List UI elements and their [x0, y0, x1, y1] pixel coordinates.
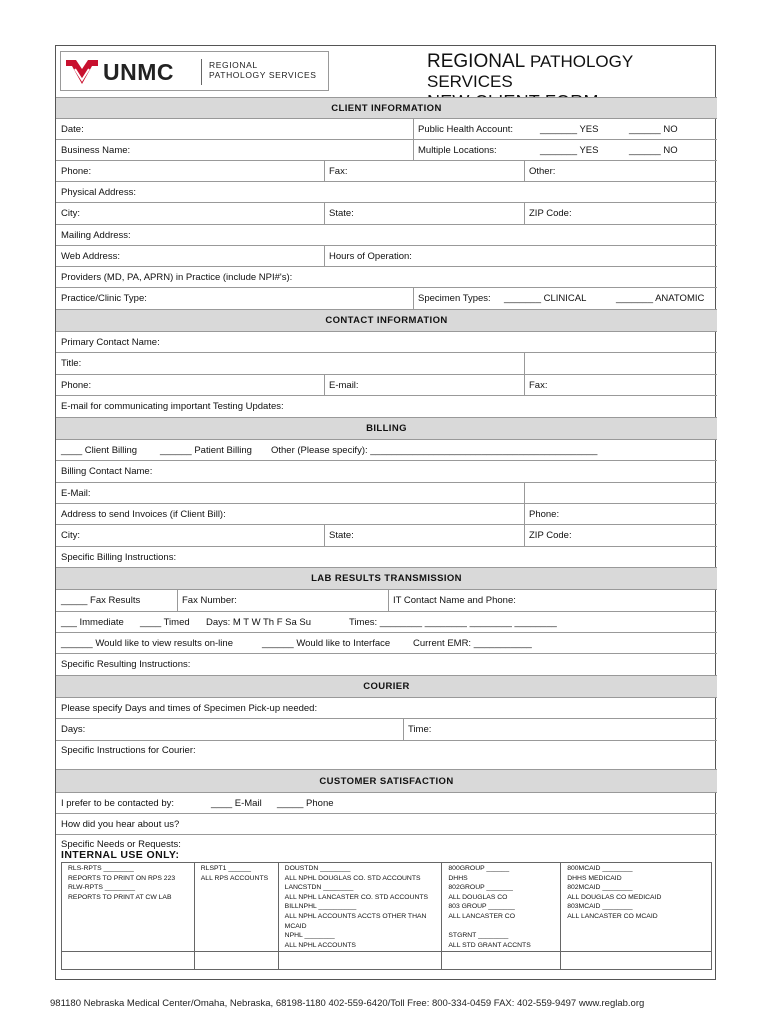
internal-code-line: BILLNPHL __________ — [284, 903, 357, 911]
client-billing-option[interactable]: ____ Client Billing — [61, 444, 138, 456]
internal-code-line: DHHS MEDICAID — [567, 874, 622, 882]
form-header — [56, 46, 717, 97]
view-online-option[interactable]: ______ Would like to view results on-line — [61, 637, 233, 649]
client-row-date — [56, 118, 717, 139]
specific-needs-field[interactable]: Specific Needs or Requests: — [61, 838, 181, 850]
resulting-instructions-field[interactable]: Specific Resulting Instructions: — [61, 659, 191, 670]
internal-table-cell[interactable] — [561, 863, 712, 952]
prefer-contact-label: I prefer to be contacted by: — [61, 797, 175, 809]
public-health-no-field[interactable]: ______ NO — [629, 123, 678, 135]
internal-code-line: LANCSTDN ________ — [284, 884, 354, 892]
contact-phone-field[interactable]: Phone: — [61, 379, 92, 391]
contact-row-phone — [56, 374, 717, 395]
internal-code-line: ALL NPHL ACCOUNTS ACCTS OTHER THAN — [284, 912, 427, 920]
contact-row-title — [56, 352, 717, 374]
web-address-field[interactable]: Web Address: — [61, 250, 120, 262]
lab-fax-number-field[interactable]: Fax Number: — [182, 595, 237, 606]
public-health-account-label: Public Health Account: — [418, 123, 514, 135]
internal-code-line: ALL STD GRANT ACCNTS — [448, 941, 531, 949]
client-row-providers — [56, 266, 717, 287]
physical-address-field[interactable]: Physical Address: — [61, 186, 136, 198]
lab-row-timing — [56, 611, 717, 632]
logo-unmc-text: UNMC — [103, 59, 174, 85]
billing-row-invoice — [56, 503, 717, 524]
internal-code-line: STGRNT ________ — [448, 932, 509, 940]
internal-code-line: RLS-RPTS ________ — [68, 865, 134, 872]
section-lab-results: LAB RESULTS TRANSMISSION — [56, 567, 717, 589]
contact-fax-field[interactable]: Fax: — [529, 379, 548, 391]
courier-time-field[interactable]: Time: — [408, 724, 432, 735]
satisfaction-row-needs — [56, 834, 717, 981]
internal-code-line: ALL LANCASTER CO — [448, 912, 515, 920]
internal-code-line: 800GROUP ______ — [448, 865, 510, 872]
internal-code-line: ALL DOUGLAS CO MEDICAID — [567, 893, 662, 901]
hear-about-us-field[interactable]: How did you hear about us? — [61, 818, 180, 830]
lab-row-resulting — [56, 653, 717, 675]
pickup-label: Please specify Days and times of Specimen Pick-up needed: — [61, 702, 318, 714]
courier-days-field[interactable]: Days: — [61, 724, 86, 735]
form-title: REGIONAL PATHOLOGY SERVICES — [427, 51, 633, 91]
internal-code-line: DHHS — [448, 874, 468, 882]
times-field[interactable]: Times: ________ ________ ________ ________ — [349, 616, 557, 628]
internal-code-line: ALL NPHL ACCOUNTS — [284, 941, 356, 949]
prefer-phone-option[interactable]: _____ Phone — [277, 797, 334, 809]
internal-code-line: DOUSTDN ________ — [284, 865, 351, 872]
internal-code-line: ALL DOUGLAS CO — [448, 893, 508, 901]
client-row-mailing-address — [56, 224, 717, 245]
billing-city-field[interactable]: City: — [61, 530, 80, 541]
contact-row-email-updates — [56, 395, 717, 417]
contact-row-primary — [56, 331, 717, 352]
internal-code-line: RLW-RPTS ________ — [68, 884, 135, 892]
billing-zip-field[interactable]: ZIP Code: — [529, 530, 572, 541]
internal-code-line: RLSPT1 ______ — [200, 865, 252, 872]
internal-code-line: MCAID — [284, 922, 307, 930]
billing-contact-field[interactable]: Billing Contact Name: — [61, 466, 153, 477]
internal-code-line: ALL LANCASTER CO MCAID — [567, 912, 658, 920]
unmc-logo-mark-icon — [65, 58, 99, 86]
providers-field[interactable]: Providers (MD, PA, APRN) in Practice (include NPI#'s): — [61, 271, 293, 283]
courier-instructions-field[interactable]: Specific Instructions for Courier: — [61, 745, 196, 756]
lab-row-fax — [56, 589, 717, 611]
internal-table-cell[interactable] — [194, 952, 278, 970]
multiple-locations-label: Multiple Locations: — [418, 144, 497, 156]
internal-table-cell[interactable] — [442, 863, 561, 952]
immediate-option[interactable]: ___ Immediate — [61, 616, 124, 628]
footer-contact-info: 981180 Nebraska Medical Center/Omaha, Nebraska, 68198-1180 402-559-6420/Toll Free: 800-334-0459 FAX: 402-559-9497 www.reglab.org — [50, 998, 645, 1009]
internal-code-line: ALL RPS ACCOUNTS — [200, 874, 269, 882]
billing-state-field[interactable]: State: — [329, 530, 354, 541]
internal-code-line: ALL NPHL DOUGLAS CO. STD ACCOUNTS — [284, 874, 421, 882]
satisfaction-row-prefer — [56, 792, 717, 813]
billing-other-field[interactable]: Other (Please specify): ___________________________________________ — [271, 444, 598, 456]
internal-use-table — [61, 862, 712, 970]
internal-code-line: 802GROUP _______ — [448, 884, 513, 892]
internal-table-cell[interactable] — [561, 952, 712, 970]
specimen-clinical-field[interactable]: _______ CLINICAL — [504, 293, 587, 304]
primary-contact-field[interactable]: Primary Contact Name: — [61, 336, 160, 348]
logo-subtitle: REGIONAL PATHOLOGY SERVICES — [209, 60, 317, 80]
current-emr-field[interactable]: Current EMR: ___________ — [413, 637, 532, 649]
fax-results-option[interactable]: _____ Fax Results — [61, 595, 141, 606]
client-row-phone — [56, 160, 717, 181]
section-contact-information: CONTACT INFORMATION — [56, 309, 717, 331]
billing-row-city — [56, 524, 717, 546]
client-fax-field[interactable]: Fax: — [329, 165, 348, 177]
email-updates-field[interactable]: E-mail for communicating important Testing Updates: — [61, 401, 284, 412]
hours-of-operation-field[interactable]: Hours of Operation: — [329, 250, 412, 262]
internal-code-line — [448, 922, 554, 932]
courier-row-instructions — [56, 740, 717, 769]
days-selector[interactable]: Days: M T W Th F Sa Su — [206, 616, 312, 628]
internal-code-line: ALL NPHL LANCASTER CO. STD ACCOUNTS — [284, 893, 429, 901]
mailing-address-field[interactable]: Mailing Address: — [61, 229, 131, 241]
multiple-locations-yes-field[interactable]: _______ YES — [540, 144, 599, 156]
prefer-email-option[interactable]: ____ E-Mail — [211, 797, 262, 809]
specimen-anatomic-field[interactable]: _______ ANATOMIC — [616, 293, 705, 304]
client-city-field[interactable]: City: — [61, 208, 80, 219]
internal-code-line: NPHL ________ — [284, 932, 335, 940]
client-state-field[interactable]: State: — [329, 208, 354, 219]
logo-divider — [201, 59, 202, 85]
patient-billing-option[interactable]: ______ Patient Billing — [160, 444, 252, 456]
internal-table-cell[interactable] — [278, 863, 442, 952]
internal-table-cell[interactable] — [62, 863, 195, 952]
internal-table-cell[interactable] — [194, 863, 278, 952]
internal-code-line: 802MCAID ________ — [567, 884, 633, 892]
interface-option[interactable]: ______ Would like to Interface — [262, 637, 391, 649]
multiple-locations-no-field[interactable]: ______ NO — [629, 144, 678, 156]
internal-table-cell[interactable] — [62, 952, 195, 970]
billing-row-email — [56, 482, 717, 503]
internal-code-line: REPORTS TO PRINT ON RPS 223 — [68, 874, 176, 882]
internal-table-row — [62, 952, 712, 970]
client-phone-field[interactable]: Phone: — [61, 165, 92, 177]
date-field[interactable]: Date: — [61, 123, 84, 135]
billing-row-type — [56, 439, 717, 460]
client-row-physical-address — [56, 181, 717, 202]
internal-code-line: 803MCAID ________ — [567, 903, 633, 911]
client-row-city — [56, 202, 717, 224]
courier-row-pickup — [56, 697, 717, 718]
timed-option[interactable]: ____ Timed — [140, 616, 190, 628]
contact-title-field[interactable]: Title: — [61, 358, 82, 369]
internal-code-line: REPORTS TO PRINT AT CW LAB — [68, 893, 172, 901]
billing-row-instructions — [56, 546, 717, 567]
section-customer-satisfaction: CUSTOMER SATISFACTION — [56, 769, 717, 792]
billing-instructions-field[interactable]: Specific Billing Instructions: — [61, 551, 177, 563]
internal-table-row — [62, 863, 712, 952]
client-other-field[interactable]: Other: — [529, 165, 556, 177]
lab-row-online — [56, 632, 717, 653]
unmc-logo — [60, 51, 329, 91]
section-billing: BILLING — [56, 417, 717, 439]
internal-use-label: INTERNAL USE ONLY: — [61, 849, 180, 861]
business-name-field[interactable]: Business Name: — [61, 144, 131, 156]
invoice-address-field[interactable]: Address to send Invoices (if Client Bill): — [61, 508, 226, 520]
client-row-business — [56, 139, 717, 160]
satisfaction-row-hear — [56, 813, 717, 834]
section-courier: COURIER — [56, 675, 717, 697]
billing-row-contact — [56, 460, 717, 482]
internal-table-cell[interactable] — [442, 952, 561, 970]
internal-table-cell[interactable] — [278, 952, 442, 970]
billing-email-field[interactable]: E-Mail: — [61, 487, 91, 499]
billing-phone-field[interactable]: Phone: — [529, 508, 560, 520]
new-client-form — [55, 45, 716, 980]
client-zip-field[interactable]: ZIP Code: — [529, 208, 572, 219]
it-contact-field[interactable]: IT Contact Name and Phone: — [393, 595, 516, 606]
public-health-yes-field[interactable]: _______ YES — [540, 123, 599, 135]
contact-email-field[interactable]: E-mail: — [329, 379, 359, 391]
client-row-web — [56, 245, 717, 266]
section-client-information: CLIENT INFORMATION — [56, 97, 717, 118]
courier-row-days — [56, 718, 717, 740]
specimen-types-label: Specimen Types: — [418, 293, 491, 304]
internal-code-line: 800MCAID ________ — [567, 865, 633, 872]
internal-code-line: 803 GROUP _______ — [448, 903, 515, 911]
client-row-practice — [56, 287, 717, 309]
practice-type-field[interactable]: Practice/Clinic Type: — [61, 293, 147, 304]
